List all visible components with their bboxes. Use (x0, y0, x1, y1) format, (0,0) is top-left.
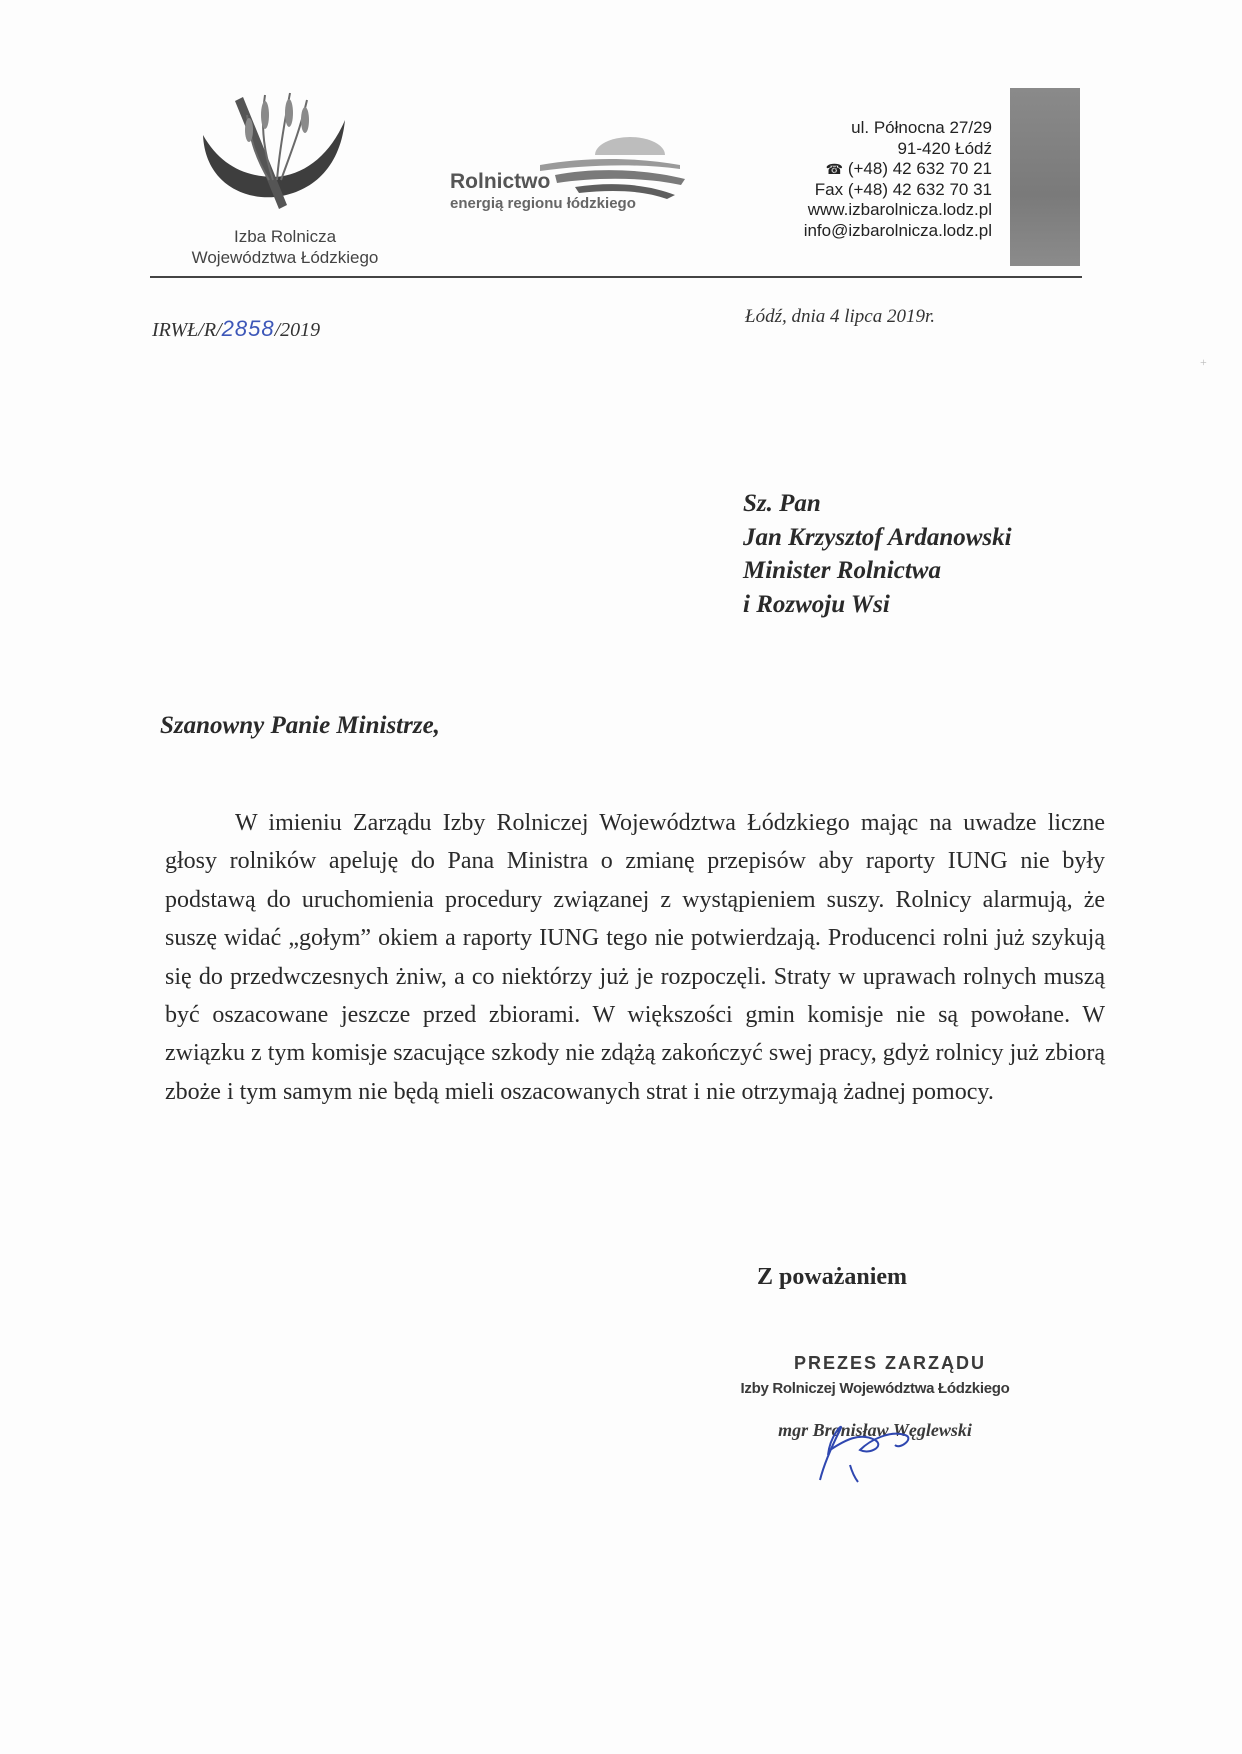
stamp-name: mgr Bronisław Węglewski (778, 1420, 972, 1440)
addressee-block (743, 487, 1012, 621)
reference-number (152, 316, 320, 342)
salutation: Szanowny Panie Ministrze, (160, 712, 440, 739)
contact-www: www.izbarolnicza.lodz.pl (807, 200, 992, 219)
addressee-line: i Rozwoju Wsi (743, 590, 890, 618)
campaign-logo-subtitle: energią regionu łódzkiego (450, 195, 636, 212)
scan-artifact: + (1200, 355, 1207, 369)
closing: Z poważaniem (757, 1264, 907, 1290)
contact-fax: Fax (+48) 42 632 70 31 (814, 179, 992, 199)
organization-name-line2: Województwa Łódzkiego (191, 248, 379, 267)
reference-prefix: IRWŁ/R/ (152, 319, 222, 341)
organization-name (150, 226, 420, 268)
reference-suffix: /2019 (274, 319, 321, 341)
contact-block (804, 118, 992, 241)
wheat-sickle-logo-icon (195, 85, 355, 235)
stamp-organization: Izby Rolniczej Województwa Łódzkiego (740, 1380, 1010, 1397)
addressee-line: Sz. Pan (743, 490, 821, 517)
phone-icon: ☎ (825, 161, 844, 177)
contact-street: ul. Północna 27/29 (851, 118, 992, 137)
campaign-logo-title: Rolnictwo (450, 170, 551, 193)
reference-handwritten-number: 2858 (221, 316, 275, 341)
stamp-title: PREZES ZARZĄDU (793, 1353, 986, 1373)
contact-phone-row (804, 159, 992, 180)
header-divider (150, 276, 1082, 278)
contact-email: info@izbarolnicza.lodz.pl (803, 220, 992, 240)
letter-body (165, 804, 1105, 1111)
addressee-line: Jan Krzysztof Ardanowski (743, 523, 1012, 551)
organization-name-line1: Izba Rolnicza (233, 227, 337, 246)
addressee-line: Minister Rolnictwa (743, 557, 941, 584)
letter-date: Łódź, dnia 4 lipca 2019r. (745, 306, 936, 327)
body-paragraph: W imieniu Zarządu Izby Rolniczej Województwa Łódzkiego mając na uwadze liczne głosy rolników apeluję do Pana Ministra o zmianę przepisów aby raporty IUNG nie były podstawą do uruchomienia procedury związanej z wystąpieniem suszy. Rolnicy alarmują, że suszę widać „gołym” okiem a raporty IUNG tego nie potwierdzają. Producenci rolni już szykują się do przedwczesnych żniw, a co niektórzy już je rozpoczęli. Straty w uprawach rolnych muszą być oszacowane jeszcze przed zbiorami. W większości gmin komisje nie są powołane. W związku z tym komisje szacujące szkody nie zdążą zakończyć swej pracy, gdyż rolnicy już zbiorą zboże i tym samym nie będą mieli oszacowanych strat i nie otrzymają żadnej pomocy. (165, 810, 1105, 1105)
contact-postal: 91-420 Łódź (897, 138, 992, 158)
header-gray-block (1010, 88, 1080, 266)
contact-phone: (+48) 42 632 70 21 (847, 159, 992, 178)
handwritten-signature (800, 1410, 940, 1485)
